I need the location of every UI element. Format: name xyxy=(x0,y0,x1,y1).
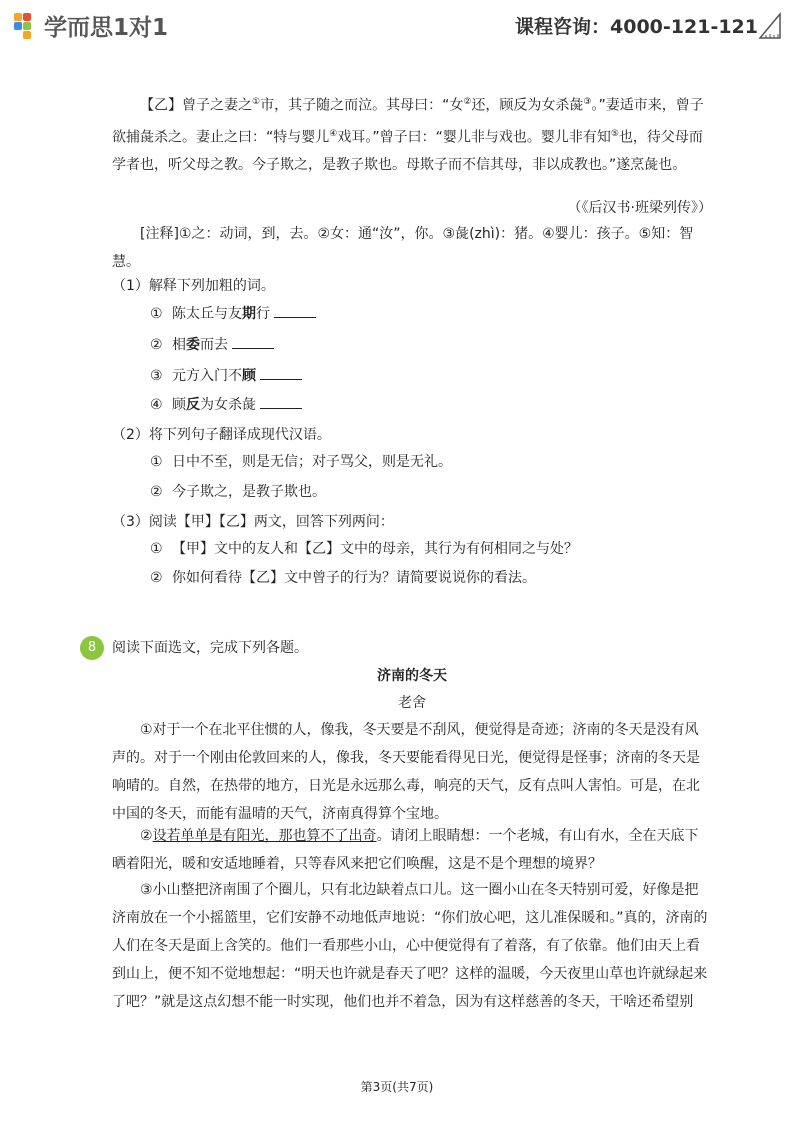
passage-b-text: 【乙】曾子之妻之①市，其子随之而泣。其母曰：“女②还，顾反为女杀彘③。”妻适市来，曾子欲捕彘杀之。妻止之曰：“特与婴儿④戏耳。”曾子曰：“婴儿非与戏也。婴儿非有知⑤也，待父母而学者也，听父母之教。今子欺之，是教子欺也。母欺子而不信其母，非以成教也。”遂烹彘也。 xyxy=(112,97,704,174)
article-title: 济南的冬天 xyxy=(377,668,447,684)
list-item: ① 陈太丘与友期行 xyxy=(150,300,550,328)
logo-icon xyxy=(14,13,40,39)
q2-title: （2）将下列句子翻译成现代汉语。 xyxy=(112,427,331,443)
article-para-3: ③小山整把济南围了个圈儿，只有北边缺着点口儿。这一圈小山在冬天特别可爱，好像是把济南放在一个小摇篮里，它们安静不动地低声地说：“你们放心吧，这儿准保暖和。”真的，济南的人们在冬天是面上含笑的。他们一看那些小山，心中便觉得有了着落，有了依靠。他们由天上看到山上，便不知不觉地想起：“明天也许就是春天了吧？这样的温暖，今天夜里山草也许就绿起来了吧？”就是这点幻想不能一时实现，他们也并不着急，因为有这样慈善的冬天，干啥还希望别 xyxy=(112,882,708,1010)
article-author: 老舍 xyxy=(398,695,426,711)
q3-title: （3）阅读【甲】【乙】两文，回答下列两问： xyxy=(112,514,394,530)
passage-b-notes: [注释]①之：动词，到，去。②女：通“汝”，你。③彘(zhì)：猪。④婴儿：孩子。⑤知：智慧。 xyxy=(112,226,694,270)
answer-blank[interactable] xyxy=(260,396,302,409)
q8-instruction: 阅读下面选文，完成下列各题。 xyxy=(112,640,308,656)
list-item: ④ 顾反为女杀彘 xyxy=(150,391,550,419)
answer-blank[interactable] xyxy=(260,367,302,380)
brand-logo xyxy=(14,9,168,42)
ruler-icon xyxy=(758,10,782,40)
list-item: ① 【甲】文中的友人和【乙】文中的母亲，其行为有何相同之与处？ xyxy=(150,541,578,557)
list-item: ③ 元方入门不顾 xyxy=(150,362,550,390)
logo-text: 学而思1对1 xyxy=(44,15,169,41)
question-number-badge: 8 xyxy=(80,636,104,660)
consult-phone: 课程咨询：4000-121-121 xyxy=(515,16,758,38)
answer-blank[interactable] xyxy=(274,305,316,318)
list-item: ② 今子欺之，是教子欺也。 xyxy=(150,484,326,500)
list-item: ② 相委而去 xyxy=(150,331,550,359)
article-para-1: ①对于一个在北平住惯的人，像我，冬天要是不刮风，便觉得是奇迹；济南的冬天是没有风声的。对于一个刚由伦敦回来的人，像我，冬天要能看得见日光，便觉得是怪事；济南的冬天是响晴的。自然，在热带的地方，日光是永远那么毒，响亮的天气，反有点叫人害怕。可是，在北中国的冬天，而能有温晴的天气，济南真得算个宝地。 xyxy=(112,722,700,822)
page-header xyxy=(0,0,794,50)
q1-title: （1）解释下列加粗的词。 xyxy=(112,278,275,294)
page-number: 第3页(共7页) xyxy=(360,1080,434,1094)
list-item: ② 你如何看待【乙】文中曾子的行为？请简要说说你的看法。 xyxy=(150,570,536,586)
list-item: ① 日中不至，则是无信；对子骂父，则是无礼。 xyxy=(150,454,452,470)
answer-blank[interactable] xyxy=(232,336,274,349)
article-para-2: ②设若单单是有阳光，那也算不了出奇。请闭上眼睛想：一个老城，有山有水，全在天底下晒着阳光，暖和安适地睡着，只等春风来把它们唤醒，这是不是个理想的境界？ xyxy=(112,828,699,872)
underlined-sentence: 设若单单是有阳光，那也算不了出奇 xyxy=(152,828,377,844)
passage-b-source: （《后汉书·班梁列传》） xyxy=(567,200,712,216)
